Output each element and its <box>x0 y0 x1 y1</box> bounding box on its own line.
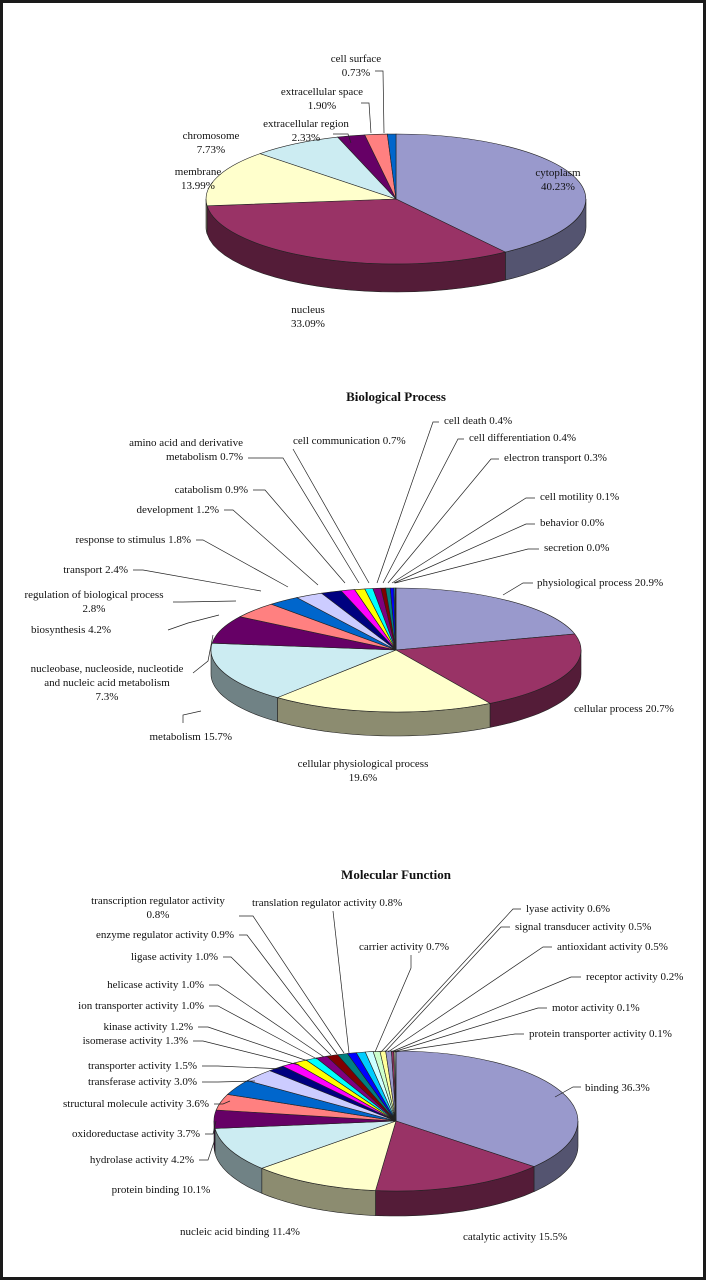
label-transcription-regulator-activity: 0.8% <box>146 909 170 921</box>
label-physiological-process: physiological process 20.9% <box>537 577 664 589</box>
label-catabolism: catabolism 0.9% <box>174 484 248 496</box>
label-extracellular-space: extracellular space <box>280 86 364 98</box>
leader-line <box>239 916 344 1053</box>
label-cell-communication: cell communication 0.7% <box>293 435 406 447</box>
label-regulation-of-biological-process: 2.8% <box>82 603 106 615</box>
label-behavior: behavior 0.0% <box>540 517 605 529</box>
label-transcription-regulator-activity: transcription regulator activity <box>91 895 225 907</box>
leader-line <box>392 498 535 583</box>
leader-line <box>503 583 533 595</box>
label-membrane: membrane <box>174 166 222 178</box>
pie-chart-3 <box>63 867 683 1243</box>
label-amino-acid-and-derivative-metabolism: amino acid and derivative <box>129 437 243 449</box>
pie-slices <box>211 588 581 712</box>
pie-chart-2 <box>25 389 674 784</box>
label-hydrolase-activity: hydrolase activity 4.2% <box>89 1154 194 1166</box>
label-receptor-activity: receptor activity 0.2% <box>586 971 684 983</box>
leader-line <box>223 957 331 1055</box>
label-lyase-activity: lyase activity 0.6% <box>526 903 611 915</box>
label-kinase-activity: kinase activity 1.2% <box>103 1021 193 1033</box>
label-protein-binding: protein binding 10.1% <box>111 1184 211 1196</box>
leader-line <box>395 549 539 583</box>
label-extracellular-space: 1.90% <box>307 100 337 112</box>
label-cell-death: cell death 0.4% <box>444 415 513 427</box>
label-binding: binding 36.3% <box>585 1082 650 1094</box>
label-regulation-of-biological-process: regulation of biological process <box>24 589 164 601</box>
chart-title: Biological Process <box>346 389 446 404</box>
label-translation-regulator-activity: translation regulator activity 0.8% <box>252 897 403 909</box>
label-carrier-activity: carrier activity 0.7% <box>359 941 450 953</box>
label-ion-transporter-activity: ion transporter activity 1.0% <box>78 1000 204 1012</box>
label-amino-acid-and-derivative-metabolism: metabolism 0.7% <box>166 451 243 463</box>
pie-chart-1 <box>175 53 586 330</box>
label-ligase-activity: ligase activity 1.0% <box>130 951 218 963</box>
label-cytoplasm: 40.23% <box>541 181 575 193</box>
label-response-to-stimulus: response to stimulus 1.8% <box>75 534 191 546</box>
label-nucleus: 33.09% <box>291 318 325 330</box>
label-transferase-activity: transferase activity 3.0% <box>87 1076 197 1088</box>
leader-line <box>193 1041 299 1065</box>
label-nucleus: nucleus <box>291 304 325 316</box>
label-membrane: 13.99% <box>181 180 215 192</box>
label-cellular-physiological-process: cellular physiological process <box>297 758 429 770</box>
leader-line <box>199 1139 215 1160</box>
label-antioxidant-activity: antioxidant activity 0.5% <box>557 941 668 953</box>
label-isomerase-activity: isomerase activity 1.3% <box>82 1035 188 1047</box>
label-electron-transport: electron transport 0.3% <box>504 452 607 464</box>
leader-line <box>361 103 371 133</box>
label-nucleobase-nucleoside-nucleotide-and-nucleic-acid-metabolism: 7.3% <box>95 691 119 703</box>
label-chromosome: chromosome <box>182 130 240 142</box>
leader-line <box>173 601 236 602</box>
pie-slices <box>214 1051 578 1191</box>
label-extracellular-region: extracellular region <box>263 118 349 130</box>
label-cytoplasm: cytoplasm <box>535 167 581 179</box>
label-cell-motility: cell motility 0.1% <box>540 491 620 503</box>
pie-slices <box>206 134 586 264</box>
label-development: development 1.2% <box>136 504 219 516</box>
leader-line <box>168 615 219 630</box>
label-biosynthesis: biosynthesis 4.2% <box>31 624 112 636</box>
label-transport: transport 2.4% <box>63 564 128 576</box>
leader-line <box>224 510 318 585</box>
label-nucleic-acid-binding: nucleic acid binding 11.4% <box>180 1226 300 1238</box>
label-cellular-physiological-process: 19.6% <box>348 772 378 784</box>
label-structural-molecule-activity: structural molecule activity 3.6% <box>62 1098 209 1110</box>
leader-line <box>209 985 324 1057</box>
label-cell-surface: 0.73% <box>341 67 371 79</box>
leader-line <box>196 540 288 587</box>
leader-line <box>253 490 345 583</box>
label-nucleobase-nucleoside-nucleotide-and-nucleic-acid-metabolism: nucleobase, nucleoside, nucleotide <box>30 663 184 675</box>
label-chromosome: 7.73% <box>196 144 226 156</box>
leader-line <box>393 1008 547 1052</box>
label-signal-transducer-activity: signal transducer activity 0.5% <box>515 921 652 933</box>
label-cellular-process: cellular process 20.7% <box>574 703 674 715</box>
label-catalytic-activity: catalytic activity 15.5% <box>463 1231 568 1243</box>
leader-line <box>388 947 552 1052</box>
chart-title: Molecular Function <box>341 867 451 882</box>
leader-line <box>202 1066 283 1069</box>
leader-line <box>395 1034 524 1052</box>
label-oxidoreductase-activity: oxidoreductase activity 3.7% <box>72 1128 200 1140</box>
leader-line <box>333 911 349 1053</box>
leader-line <box>293 449 369 583</box>
leader-line <box>375 955 411 1052</box>
leader-line <box>248 458 359 583</box>
label-helicase-activity: helicase activity 1.0% <box>107 979 204 991</box>
label-secretion: secretion 0.0% <box>544 542 610 554</box>
label-nucleobase-nucleoside-nucleotide-and-nucleic-acid-metabolism: and nucleic acid metabolism <box>44 677 170 689</box>
label-cell-surface: cell surface <box>330 53 382 65</box>
leader-line <box>183 711 201 723</box>
leader-line <box>394 524 535 583</box>
label-cell-differentiation: cell differentiation 0.4% <box>469 432 577 444</box>
label-extracellular-region: 2.33% <box>291 132 321 144</box>
leader-line <box>239 935 337 1054</box>
leader-line <box>133 570 261 591</box>
leader-line <box>375 71 384 133</box>
leader-line <box>383 439 464 583</box>
leader-line <box>193 635 213 673</box>
label-transporter-activity: transporter activity 1.5% <box>87 1060 197 1072</box>
label-metabolism: metabolism 15.7% <box>149 731 232 743</box>
go-pie-charts <box>3 3 703 1277</box>
label-motor-activity: motor activity 0.1% <box>552 1002 640 1014</box>
leader-line <box>388 459 499 583</box>
label-protein-transporter-activity: protein transporter activity 0.1% <box>529 1028 672 1040</box>
label-enzyme-regulator-activity: enzyme regulator activity 0.9% <box>95 929 234 941</box>
